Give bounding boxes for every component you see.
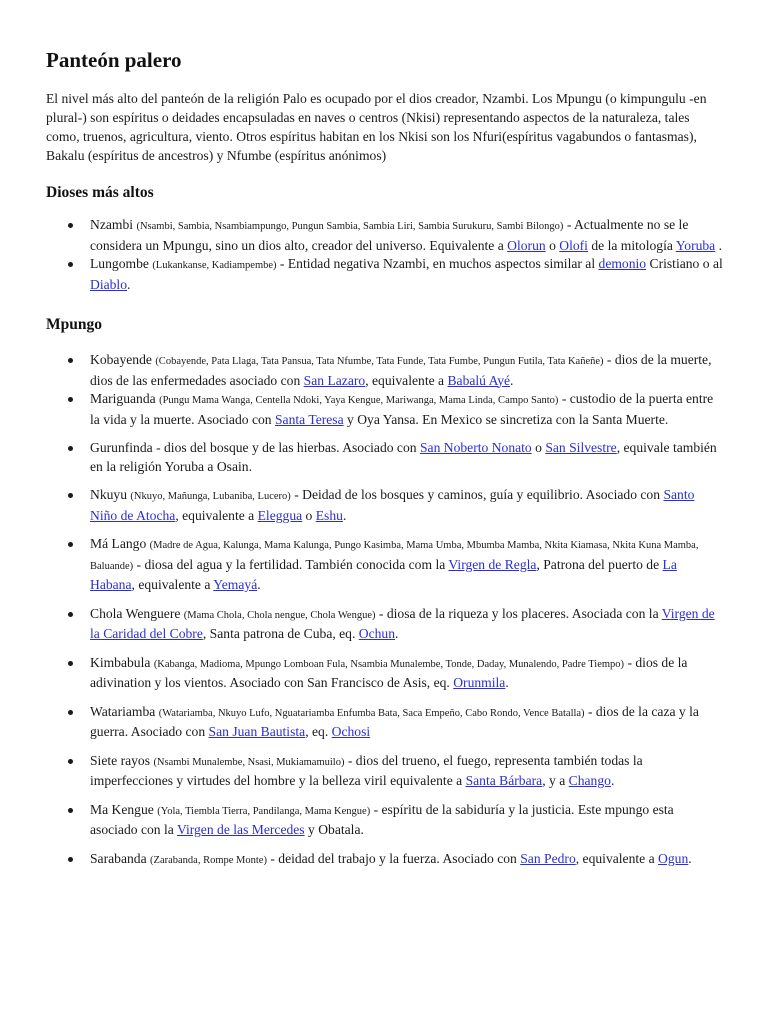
item-text: - diosa de la riqueza y los placeres. Asociada con la — [375, 605, 662, 621]
deity-name: Lungombe — [90, 256, 149, 271]
mpungo-list-item — [46, 486, 724, 525]
item-text: , eq. — [305, 724, 332, 739]
deity-name: Sarabanda — [90, 850, 147, 866]
item-text: - Deidad de los bosques y caminos, guía y equilibrio. Asociado con — [290, 487, 664, 502]
dioses-list-item — [46, 216, 724, 255]
item-link[interactable]: Babalú Ayé — [447, 372, 511, 388]
item-text: Cristiano o al — [646, 256, 723, 271]
item-text: - dios de la muerte, dios de las enfermedades asociado con — [90, 352, 712, 388]
deity-name: Ma Kengue — [90, 801, 154, 817]
item-text: , equivalente a — [175, 507, 258, 523]
mpungo-list-item — [46, 605, 724, 644]
item-link[interactable]: demonio — [598, 256, 647, 271]
dioses-list — [46, 216, 724, 294]
item-text: . — [127, 276, 131, 292]
page-title: Panteón palero — [46, 48, 182, 72]
item-text: . — [715, 237, 723, 253]
deity-aliases: (Nsambi Munalembe, Nsasi, Mukiamamuilo) — [153, 756, 345, 768]
mpungo-list-item — [46, 850, 724, 871]
mpungo-list-item — [46, 752, 724, 791]
item-text: , Patrona del puerto de — [536, 556, 663, 572]
deity-name: Nkuyu — [90, 487, 128, 502]
item-text: - espíritu de la sabiduría y la justicia. Este mpungo esta asociado con la — [90, 801, 674, 837]
item-link[interactable]: San Lazaro — [303, 372, 366, 388]
item-link[interactable]: Eleggua — [257, 507, 303, 523]
dioses-list-item — [46, 255, 724, 294]
item-text: - dios de la caza y la guerra. Asociado con — [90, 703, 699, 739]
mpungo-list-item — [46, 535, 724, 595]
item-link[interactable]: Diablo — [90, 276, 127, 292]
item-text: , y a — [542, 773, 569, 788]
deity-name: Kimbabula — [90, 654, 151, 670]
item-link[interactable]: Olorun — [507, 237, 546, 253]
item-text: de la mitología — [587, 237, 676, 253]
mpungo-list-item — [46, 439, 724, 476]
item-link[interactable]: Santa Teresa — [274, 411, 344, 427]
item-text: - deidad del trabajo y la fuerza. Asociado con — [266, 850, 521, 866]
section-heading-mpungo: Mpungo — [46, 316, 102, 333]
item-text: . — [610, 773, 615, 788]
deity-aliases: (Cobayende, Pata Llaga, Tata Pansua, Tata Nfumbe, Tata Funde, Tata Fumbe, Pungun Futila, Tata Kañeñe) — [155, 356, 604, 367]
deity-name: Watariamba — [90, 703, 156, 719]
deity-aliases: (Watariamba, Nkuyo Lufo, Nguatariamba Enfumba Bata, Saca Empeño, Cabo Rondo, Vence Batalla) — [158, 707, 585, 719]
deity-aliases: (Kabanga, Madioma, Mpungo Lomboan Fula, Nsambia Munalembe, Tonde, Daday, Munalendo, Padre Tiempo) — [153, 658, 625, 670]
section-heading-dioses: Dioses más altos — [46, 184, 154, 201]
deity-name: Gurunfinda — [90, 440, 153, 455]
item-link[interactable]: San Silvestre — [545, 440, 617, 455]
deity-aliases: (Mama Chola, Chola nengue, Chola Wengue) — [183, 609, 376, 621]
item-text: o — [531, 440, 546, 455]
item-link[interactable]: Yoruba — [675, 237, 716, 253]
item-link[interactable]: Chango — [568, 773, 611, 788]
item-text: - dios del bosque y de las hierbas. Asociado con — [152, 440, 420, 455]
item-text: y Oya Yansa. En Mexico se sincretiza con la Santa Muerte. — [343, 411, 669, 427]
item-text: - diosa del agua y la fertilidad. También conocida com la — [133, 556, 449, 572]
mpungo-list-item — [46, 351, 724, 390]
item-link[interactable]: San Pedro — [520, 850, 576, 866]
deity-aliases: (Pungu Mama Wanga, Centella Ndoki, Yaya Kengue, Mariwanga, Mama Linda, Campo Santo) — [159, 395, 559, 406]
item-text: , Santa patrona de Cuba, eq. — [202, 626, 359, 641]
mpungo-list-item — [46, 801, 724, 840]
item-link[interactable]: Eshu — [315, 507, 343, 523]
item-text: . — [342, 507, 347, 523]
item-link[interactable]: La Habana — [90, 556, 677, 592]
deity-aliases: (Madre de Agua, Kalunga, Mama Kalunga, Pungo Kasimba, Mama Umba, Mbumba Mamba, Nkita Kiamasa, Nkita Kuna Mamba, Baluande) — [90, 540, 699, 572]
item-text: . — [257, 577, 261, 592]
item-text: y Obatala. — [304, 822, 364, 837]
deity-aliases: (Zarabanda, Rompe Monte) — [150, 854, 267, 866]
item-link[interactable]: Virgen de Regla — [448, 556, 537, 572]
item-text: . — [395, 626, 399, 641]
item-text: o — [545, 237, 560, 253]
item-text: - dios del trueno, el fuego, representa también todas la imperfecciones y virtudes del hombre y la belleza viril equivalente a — [90, 752, 643, 788]
deity-name: Mariguanda — [90, 391, 156, 406]
item-text: , equivalente a — [575, 850, 659, 866]
item-text: - Entidad negativa Nzambi, en muchos aspectos similar al — [276, 256, 599, 271]
item-text: , equivale también en la religión Yoruba a Osain. — [90, 440, 717, 474]
deity-name: Siete rayos — [90, 752, 151, 768]
item-text: . — [510, 372, 514, 388]
item-text: , equivalente a — [365, 372, 448, 388]
intro-paragraph: El nivel más alto del panteón de la religión Palo es ocupado por el dios creador, Nzambi. Los Mpungu (o kimpungulu -en plural-) son espíritus o deidades encapsuladas en naves o centros (Nkisi) representando aspectos de la naturaleza, tales como, truenos, agricultura, viento. Otros espíritus habitan en los Nkisi son los Nfuri(espíritus vagabundos o fantasmas), Bakalu (espíritus de ancestros) y Nfumbe (espíritus anónimos) — [46, 91, 707, 163]
item-link[interactable]: Santo Niño de Atocha — [90, 487, 695, 523]
item-link[interactable]: Ochosi — [331, 724, 371, 739]
item-text: . — [688, 850, 692, 866]
item-text: - dios de la adivination y los vientos. Asociado con San Francisco de Asis, eq. — [90, 654, 688, 690]
item-link[interactable]: San Juan Bautista — [208, 724, 306, 739]
deity-name: Má Lango — [90, 536, 147, 551]
deity-aliases: (Nsambi, Sambia, Nsambiampungo, Pungun Sambia, Sambia Liri, Sambia Surukuru, Sambi Bilongo) — [136, 221, 564, 232]
mpungo-list-item — [46, 390, 724, 429]
item-text: - Actualmente no se le considera un Mpungu, sino un dios alto, creador del universo. Equivalente a — [90, 217, 689, 253]
item-link[interactable]: Yemayá — [213, 577, 258, 592]
mpungo-list-item — [46, 703, 724, 742]
item-link[interactable]: Santa Bárbara — [465, 773, 543, 788]
deity-aliases: (Nkuyo, Mañunga, Lubaniba, Lucero) — [130, 491, 291, 502]
deity-name: Kobayende — [90, 352, 152, 367]
item-text: - custodio de la puerta entre la vida y la muerte. Asociado con — [90, 391, 714, 427]
item-link[interactable]: Ogun — [658, 850, 689, 866]
item-text: o — [302, 507, 316, 523]
deity-name: Chola Wenguere — [90, 605, 181, 621]
item-text: , equivalente a — [131, 577, 214, 592]
item-link[interactable]: Orunmila — [453, 675, 506, 690]
deity-aliases: (Lukankanse, Kadiampembe) — [152, 260, 277, 271]
deity-name: Nzambi — [90, 217, 134, 232]
item-link[interactable]: Olofi — [559, 237, 588, 253]
item-link[interactable]: Virgen de la Caridad del Cobre — [90, 605, 715, 641]
item-link[interactable]: San Noberto Nonato — [419, 440, 532, 455]
deity-aliases: (Yola, Tiembla Tierra, Pandilanga, Mama Kengue) — [157, 805, 371, 817]
mpungo-list-item — [46, 654, 724, 693]
item-link[interactable]: Virgen de las Mercedes — [176, 822, 305, 837]
item-text: . — [505, 675, 509, 690]
mpungo-list — [46, 351, 724, 870]
item-link[interactable]: Ochun — [358, 626, 396, 641]
